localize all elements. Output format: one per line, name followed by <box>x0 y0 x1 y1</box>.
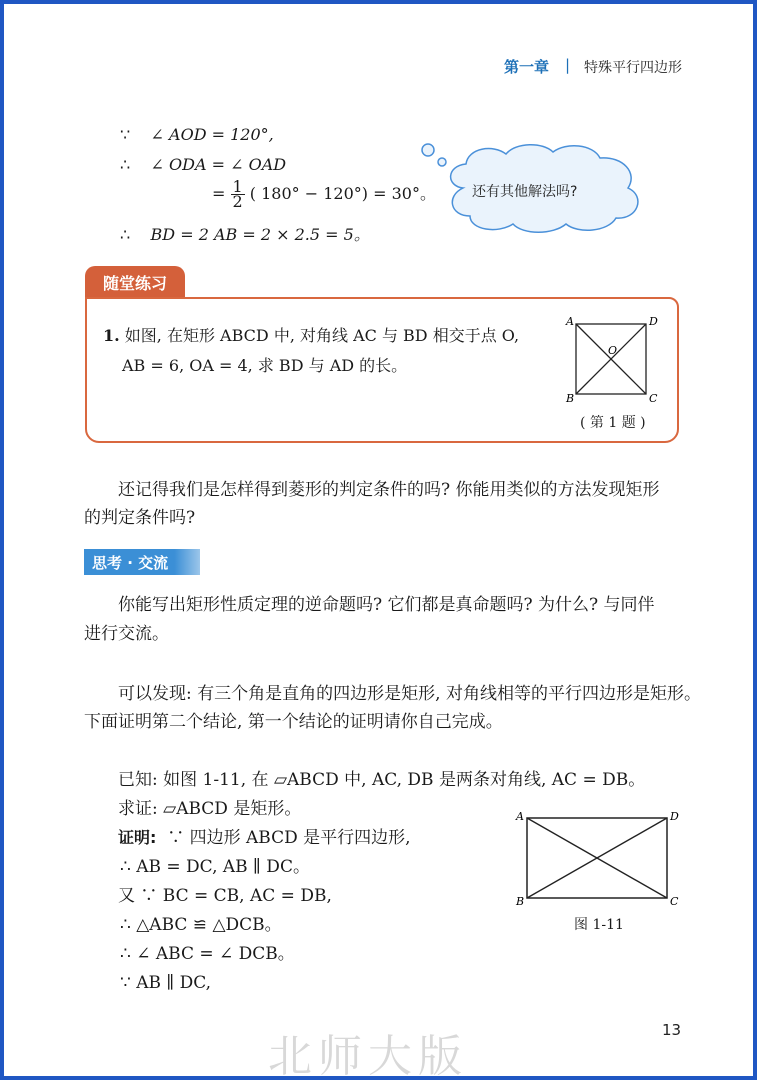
fig2-label-a: A <box>516 810 524 823</box>
figure-1-11 <box>510 806 685 911</box>
practice-question-line-1: 1. 如图, 在矩形 ABCD 中, 对角线 AC 与 BD 相交于点 O, <box>103 326 520 345</box>
fig2-label-b: B <box>516 895 525 908</box>
practice-figure-caption: ( 第 1 题 ) <box>580 415 646 431</box>
header-separator: | <box>565 56 571 74</box>
fig1-label-d: D <box>649 315 658 328</box>
discovery-line-1: 可以发现: 有三个角是直角的四边形是矩形, 对角线相等的平行四边形是矩形。 <box>118 684 701 704</box>
fraction-half: $\frac{1}{2}$ <box>232 177 243 211</box>
cloud-text: 还有其他解法吗? <box>472 184 578 200</box>
fig1-label-b: B <box>566 392 575 405</box>
chapter-title: 特殊平行四边形 <box>584 60 682 76</box>
proof-step-1: 证明: ∵ 四边形 ABCD 是平行四边形, <box>118 828 411 848</box>
fig2-label-d: D <box>670 810 679 823</box>
figure-1-11-caption: 图 1-11 <box>574 917 624 933</box>
think-line-2: 进行交流。 <box>84 624 169 644</box>
proof-step-6: ∵ AB ∥ DC, <box>120 973 212 993</box>
solution-line-4: ∴ BD = 2 AB = 2 × 2.5 = 5。 <box>120 225 370 244</box>
proof-step-4: ∴ △ABC ≌ △DCB。 <box>120 915 282 935</box>
solution-line-1: ∵ ∠ AOD = 120°, <box>120 125 274 144</box>
proof-step-3: 又 ∵ BC = CB, AC = DB, <box>118 886 332 906</box>
fig1-label-a: A <box>566 315 574 328</box>
think-discuss-tab: 思考 · 交流 <box>84 549 200 575</box>
proof-to-prove: 求证: ▱ABCD 是矩形。 <box>118 799 302 819</box>
proof-step-2: ∴ AB = DC, AB ∥ DC。 <box>120 857 310 877</box>
think-line-1: 你能写出矩形性质定理的逆命题吗? 它们都是真命题吗? 为什么? 与同伴 <box>118 595 655 615</box>
practice-rectangle-figure <box>562 312 667 407</box>
proof-label: 证明: <box>118 828 157 847</box>
paragraph-1-line-1: 还记得我们是怎样得到菱形的判定条件的吗? 你能用类似的方法发现矩形 <box>118 480 660 500</box>
page-number: 13 <box>662 1021 682 1039</box>
paragraph-1-line-2: 的判定条件吗? <box>84 508 196 528</box>
fig1-label-c: C <box>649 392 658 405</box>
solution-line-3: = $\frac{1}{2}$ ( 180° − 120°) = 30°。 <box>212 177 436 211</box>
practice-question-line-2: AB = 6, OA = 4, 求 BD 与 AD 的长。 <box>122 356 408 375</box>
fig2-label-c: C <box>670 895 679 908</box>
proof-step-5: ∴ ∠ ABC = ∠ DCB。 <box>120 944 295 964</box>
proof-given: 已知: 如图 1-11, 在 ▱ABCD 中, AC, DB 是两条对角线, AC = DB。 <box>118 770 646 790</box>
practice-tab: 随堂练习 <box>85 266 185 298</box>
discovery-line-2: 下面证明第二个结论, 第一个结论的证明请你自己完成。 <box>84 712 503 732</box>
publisher-watermark: 北师大版 <box>268 1031 468 1082</box>
chapter-label: 第一章 <box>504 58 550 76</box>
fig1-label-o: O <box>608 344 618 357</box>
solution-line-2: ∴ ∠ ODA = ∠ OAD <box>120 155 287 174</box>
